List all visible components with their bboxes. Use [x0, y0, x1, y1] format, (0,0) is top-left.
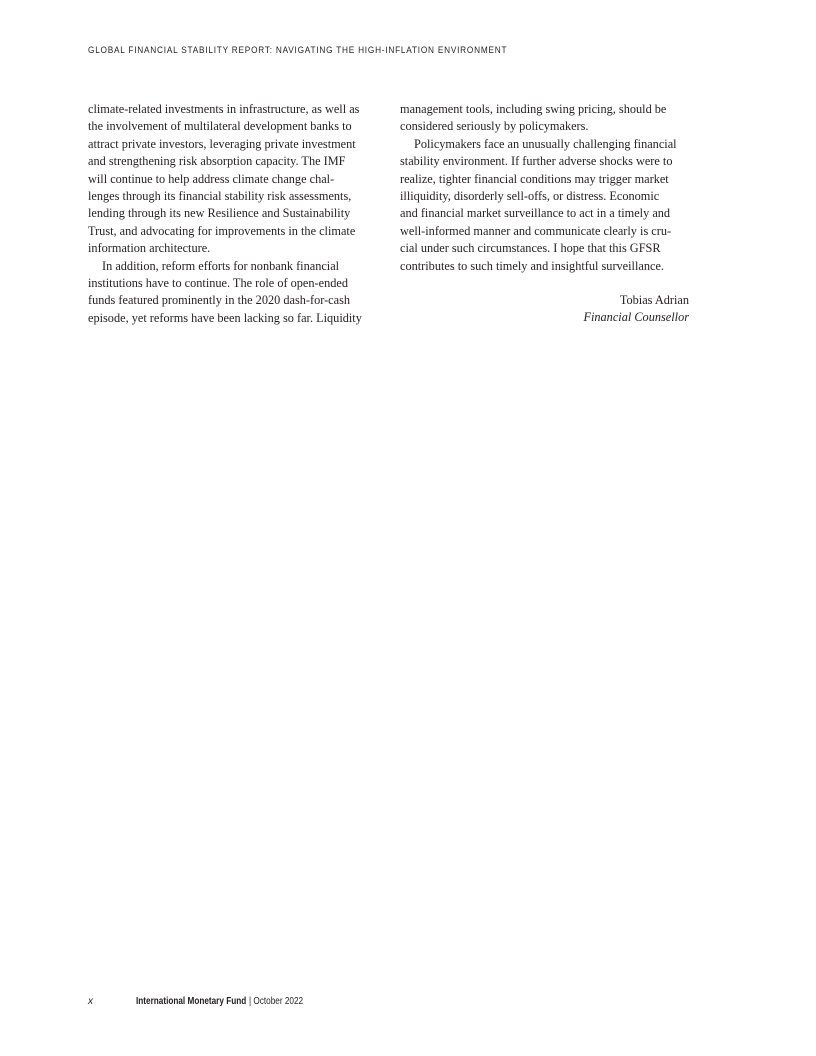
text-line: contributes to such timely and insightful surveillance.	[400, 258, 664, 273]
text-line: lending through its new Resilience and Sustainability	[88, 206, 351, 221]
signatory-name: Tobias Adrian	[619, 293, 689, 307]
text-line: attract private investors, leveraging private investment	[88, 136, 356, 151]
text-line: stability environment. If further adverse shocks were to	[400, 154, 673, 169]
signature-block	[400, 292, 689, 327]
text-line: climate-related investments in infrastructure, as well as	[88, 102, 360, 116]
text-line: realize, tighter financial conditions may trigger market	[400, 171, 669, 186]
page-footer	[88, 996, 315, 1007]
text-line: will continue to help address climate change chal-	[88, 171, 335, 186]
signatory-title: Financial Counsellor	[583, 310, 689, 325]
text-line: considered seriously by policymakers.	[400, 119, 589, 134]
text-line: information architecture.	[88, 241, 211, 256]
text-line: funds featured prominently in the 2020 dash-for-cash	[88, 293, 351, 308]
text-line: Trust, and advocating for improvements in the climate	[88, 223, 356, 238]
text-line: and strengthening risk absorption capacity. The IMF	[88, 154, 346, 169]
page-number: x	[88, 996, 93, 1007]
right-column	[400, 101, 690, 275]
text-line: episode, yet reforms have been lacking so far. Liquidity	[88, 310, 362, 325]
footer-date: | October 2022	[249, 996, 304, 1007]
running-head: GLOBAL FINANCIAL STABILITY REPORT: NAVIGATING THE HIGH-INFLATION ENVIRONMENT	[88, 45, 508, 56]
left-column	[88, 101, 376, 327]
text-line: Policymakers face an unusually challenging financial	[414, 136, 677, 151]
text-line: management tools, including swing pricing, should be	[400, 102, 667, 116]
text-line: the involvement of multilateral development banks to	[88, 119, 352, 134]
text-line: illiquidity, disorderly sell-offs, or distress. Economic	[400, 189, 660, 204]
text-line: well-informed manner and communicate clearly is cru-	[400, 223, 672, 238]
text-line: and financial market surveillance to act in a timely and	[400, 206, 671, 221]
text-line: In addition, reform efforts for nonbank financial	[102, 258, 340, 273]
text-line: institutions have to continue. The role of open-ended	[88, 276, 348, 291]
footer-organization: International Monetary Fund	[136, 996, 247, 1007]
text-line: cial under such circumstances. I hope that this GFSR	[400, 241, 661, 256]
text-line: lenges through its financial stability risk assessments,	[88, 189, 352, 204]
